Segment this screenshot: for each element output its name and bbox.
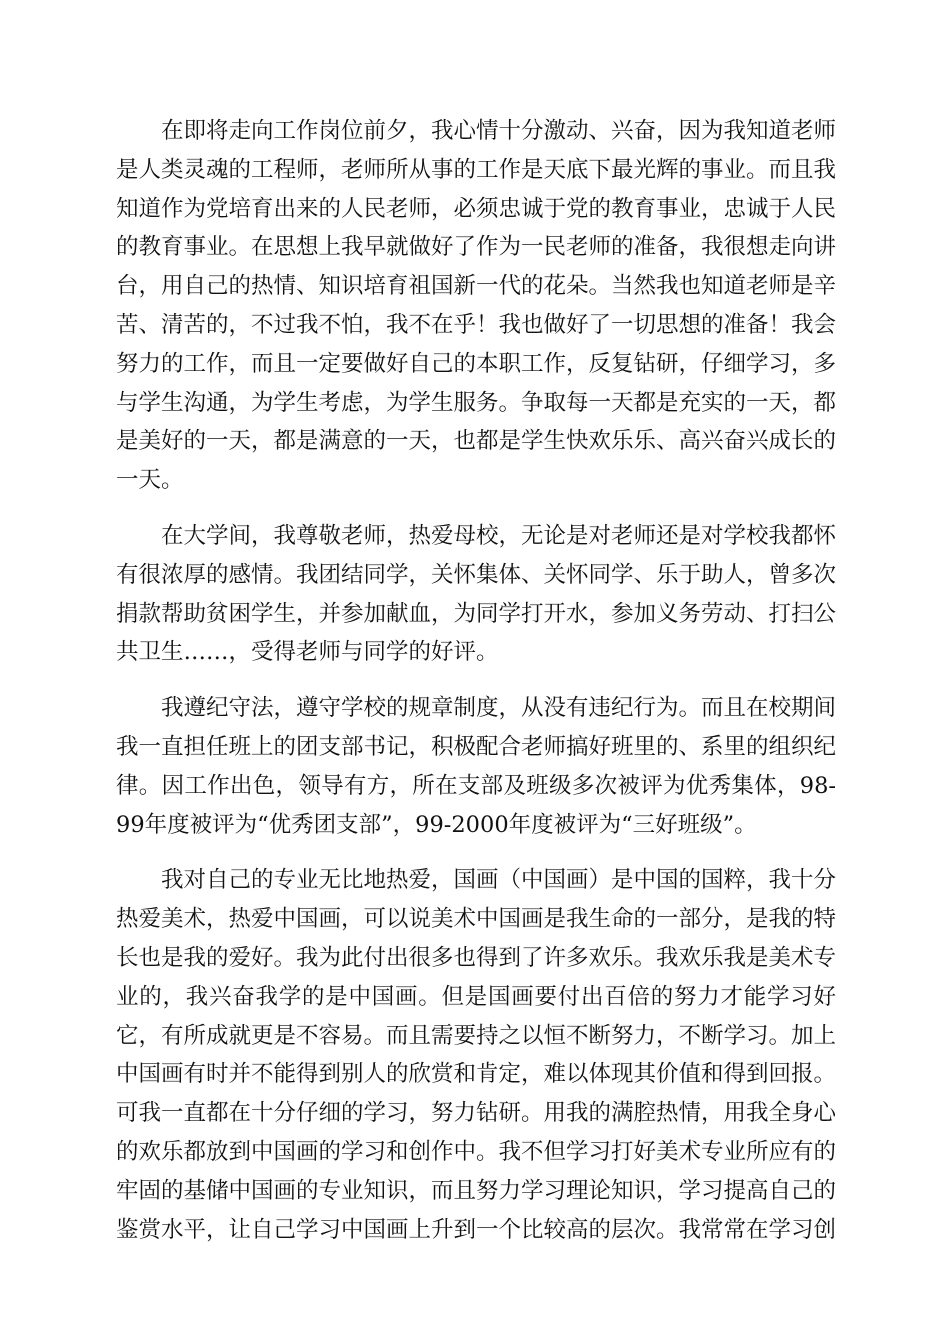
paragraph-1: 在即将走向工作岗位前夕，我心情十分激动、兴奋，因为我知道老师是人类灵魂的工程师，老师所从事的工作是天底下最光辉的事业。而且我知道作为党培育出来的人民老师，必须忠诚于党的教育事业，忠诚于人民的教育事业。在思想上我早就做好了作为一民老师的准备，我很想走向讲台，用自己的热情、知识培育祖国新一代的花朵。当然我也知道老师是辛苦、清苦的，不过我不怕，我不在乎！我也做好了一切思想的准备！我会努力的工作，而且一定要做好自己的本职工作，反复钻研，仔细学习，多与学生沟通，为学生考虑，为学生服务。争取每一天都是充实的一天，都是美好的一天，都是满意的一天，也都是学生快欢乐乐、高兴奋兴成长的一天。 bbox=[116, 118, 837, 494]
document-page bbox=[116, 112, 836, 1266]
paragraph-3: 我遵纪守法，遵守学校的规章制度，从没有违纪行为。而且在校期间我一直担任班上的团支部书记，积极配合老师搞好班里的、系里的组织纪律。因工作出色，领导有方，所在支部及班级多次被评为优秀集体，98-99年度被评为“优秀团支部”，99-2000年度被评为“三好班级”。 bbox=[116, 695, 837, 838]
paragraph-2: 在大学间，我尊敬老师，热爱母校，无论是对老师还是对学校我都怀有很浓厚的感情。我团结同学，关怀集体、关怀同学、乐于助人，曾多次捐款帮助贫困学生，并参加献血，为同学打开水，参加义务劳动、打扫公共卫生……，受得老师与同学的好评。 bbox=[116, 522, 837, 666]
paragraph-4: 我对自己的专业无比地热爱，国画（中国画）是中国的国粹，我十分热爱美术，热爱中国画，可以说美术中国画是我生命的一部分，是我的特长也是我的爱好。我为此付出很多也得到了许多欢乐。我欢乐我是美术专业的，我兴奋我学的是中国画。但是国画要付出百倍的努力才能学习好它，有所成就更是不容易。而且需要持之以恒不断努力，不断学习。加上中国画有时并不能得到别人的欣赏和肯定，难以体现其价值和得到回报。可我一直都在十分仔细的学习，努力钻研。用我的满腔热情，用我全身心的欢乐都放到中国画的学习和创作中。我不但学习打好美术专业所应有的牢固的基储中国画的专业知识，而且努力学习理论知识，学习提高自己的鉴赏水平，让自己学习中国画上升到一个比较高的层次。我常常在学习创 bbox=[116, 867, 837, 1243]
